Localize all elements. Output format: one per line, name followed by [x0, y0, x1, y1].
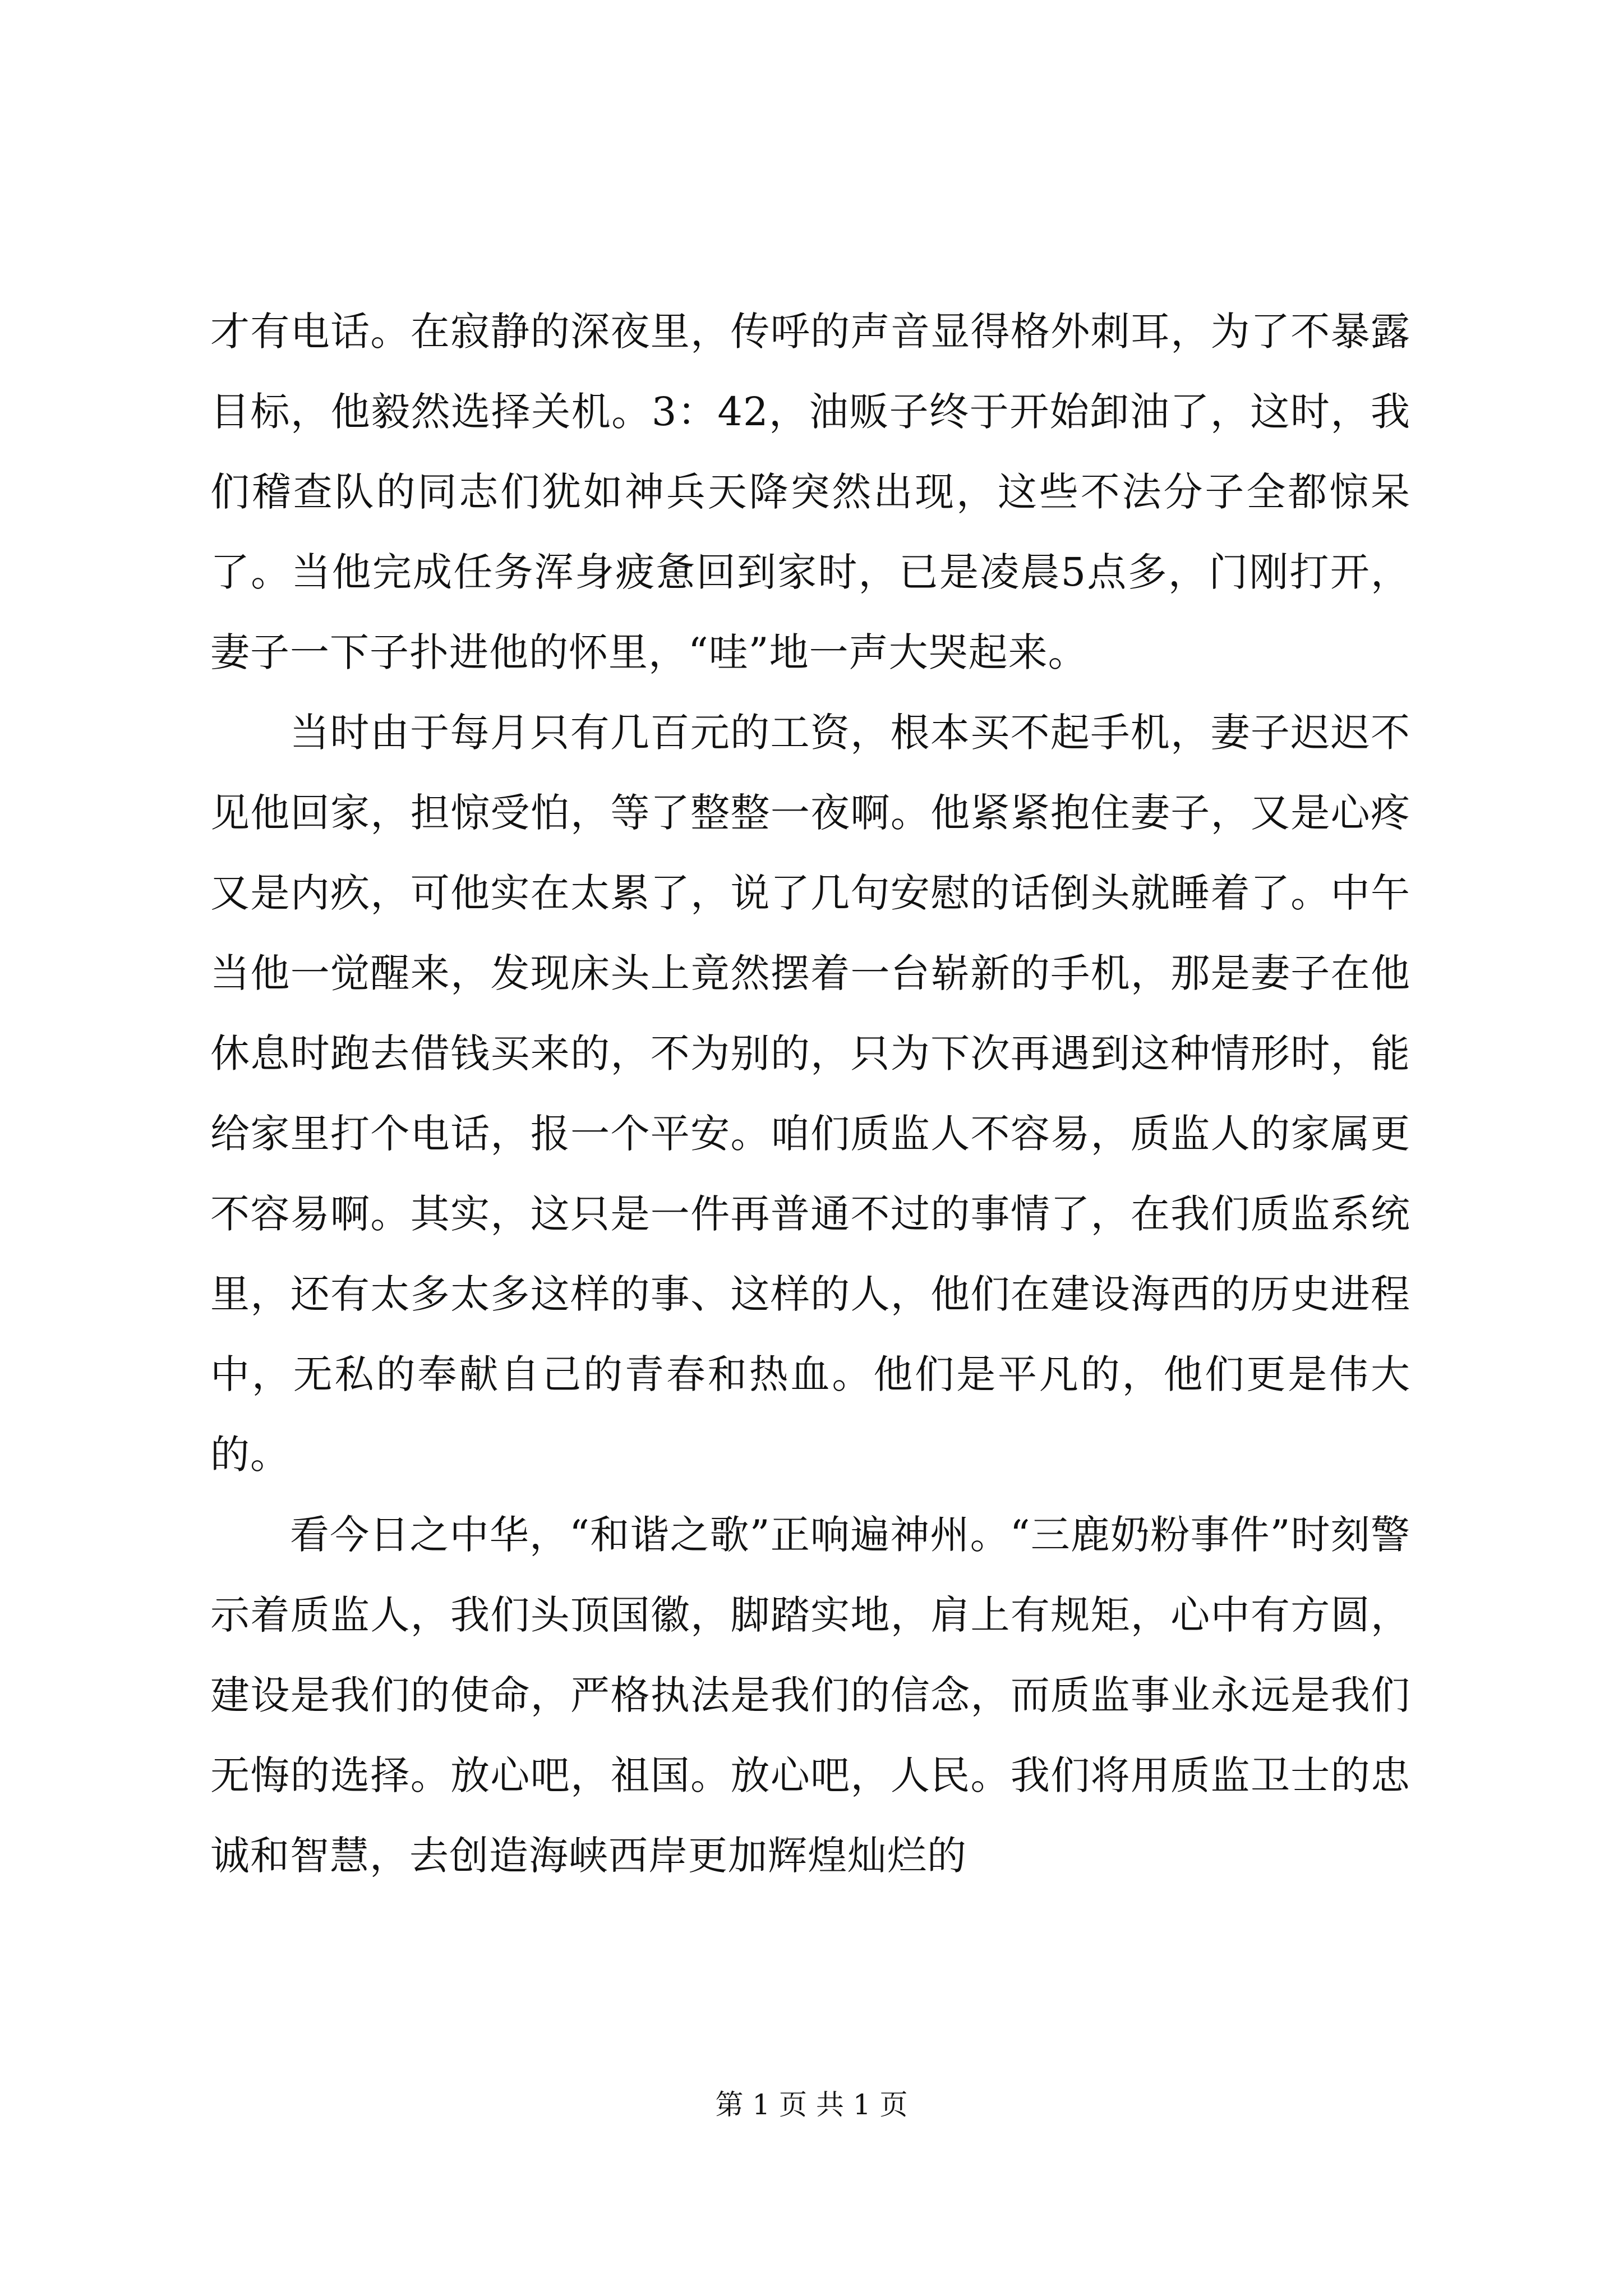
paragraph-1: 才有电话。在寂静的深夜里，传呼的声音显得格外刺耳，为了不暴露目标，他毅然选择关机。3：42，油贩子终于开始卸油了，这时，我们稽查队的同志们犹如神兵天降突然出现，这些不法分子全都惊呆了。当他完成任务浑身疲惫回到家时，已是凌晨5点多，门刚打开，妻子一下子扑进他的怀里，“哇”地一声大哭起来。 [210, 309, 1410, 675]
document-body [210, 292, 1410, 1896]
page-footer: 第 1 页 共 1 页 [715, 2088, 908, 2121]
paragraph-2: 当时由于每月只有几百元的工资，根本买不起手机，妻子迟迟不见他回家，担惊受怕，等了整整一夜啊。他紧紧抱住妻子，又是心疼又是内疚，可他实在太累了，说了几句安慰的话倒头就睡着了。中午当他一觉醒来，发现床头上竟然摆着一台崭新的手机，那是妻子在他休息时跑去借钱买来的，不为别的，只为下次再遇到这种情形时，能给家里打个电话，报一个平安。咱们质监人不容易，质监人的家属更不容易啊。其实，这只是一件再普通不过的事情了，在我们质监系统里，还有太多太多这样的事、这样的人，他们在建设海西的历史进程中，无私的奉献自己的青春和热血。他们是平凡的，他们更是伟大的。 [210, 710, 1410, 1478]
paragraph-3: 看今日之中华，“和谐之歌”正响遍神州。“三鹿奶粉事件”时刻警示着质监人，我们头顶国徽，脚踏实地，肩上有规矩，心中有方圆，建设是我们的使命，严格执法是我们的信念，而质监事业永远是我们无悔的选择。放心吧，祖国。放心吧，人民。我们将用质监卫士的忠诚和智慧，去创造海峡西岸更加辉煌灿烂的 [210, 1512, 1410, 1879]
